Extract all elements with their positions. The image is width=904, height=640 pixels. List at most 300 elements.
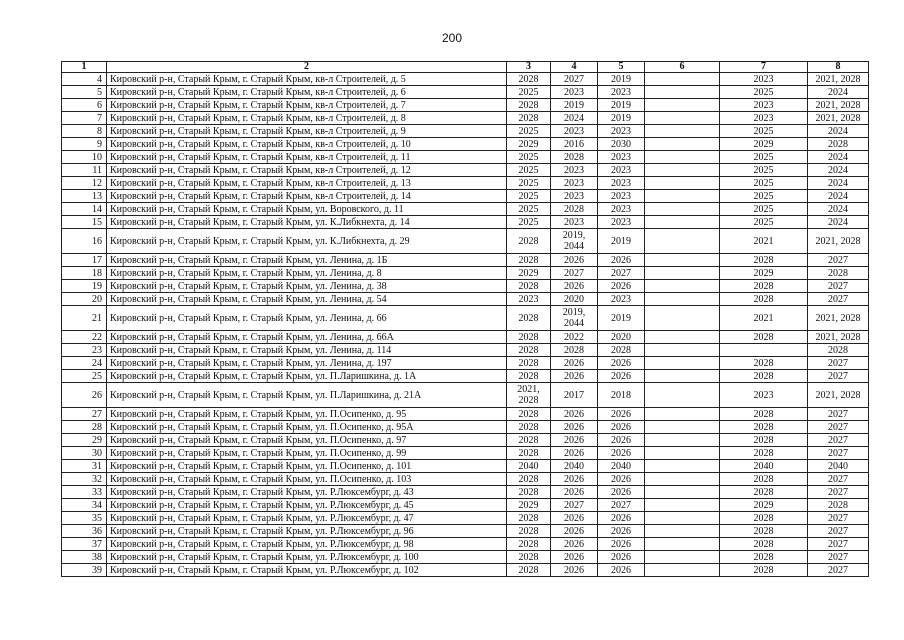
col5-cell: 2018 (598, 383, 645, 408)
col6-cell (645, 254, 720, 267)
col3-cell: 2028 (507, 421, 551, 434)
row-number-cell: 32 (62, 473, 107, 486)
col5-cell: 2030 (598, 138, 645, 151)
address-cell: Кировский р-н, Старый Крым, г. Старый Крым, ул. Р.Люксембург, д. 98 (107, 538, 507, 551)
col6-cell (645, 151, 720, 164)
address-cell: Кировский р-н, Старый Крым, г. Старый Крым, ул. Ленина, д. 197 (107, 357, 507, 370)
col3-cell: 2028 (507, 344, 551, 357)
address-cell: Кировский р-н, Старый Крым, г. Старый Крым, ул. Воровского, д. 11 (107, 203, 507, 216)
col8-cell: 2027 (808, 357, 869, 370)
col5-cell: 2026 (598, 473, 645, 486)
col8-cell: 2027 (808, 408, 869, 421)
col6-cell (645, 370, 720, 383)
col7-cell: 2028 (720, 254, 808, 267)
col5-cell: 2026 (598, 512, 645, 525)
col3-cell: 2021, 2028 (507, 383, 551, 408)
table-row (62, 151, 869, 164)
col3-cell: 2028 (507, 370, 551, 383)
col3-cell: 2040 (507, 460, 551, 473)
row-number-cell: 30 (62, 447, 107, 460)
col3-cell: 2028 (507, 473, 551, 486)
col7-cell: 2025 (720, 216, 808, 229)
col8-cell: 2024 (808, 177, 869, 190)
col3-cell: 2028 (507, 306, 551, 331)
col7-cell: 2025 (720, 151, 808, 164)
col5-cell: 2019 (598, 229, 645, 254)
col8-cell: 2028 (808, 344, 869, 357)
col7-cell: 2025 (720, 125, 808, 138)
col6-cell (645, 421, 720, 434)
col3-cell: 2025 (507, 177, 551, 190)
row-number-cell: 28 (62, 421, 107, 434)
col8-cell: 2027 (808, 434, 869, 447)
row-number-cell: 19 (62, 280, 107, 293)
address-cell: Кировский р-н, Старый Крым, г. Старый Крым, ул. Ленина, д. 114 (107, 344, 507, 357)
col7-cell: 2025 (720, 177, 808, 190)
table-row (62, 112, 869, 125)
col5-cell: 2026 (598, 551, 645, 564)
row-number-cell: 22 (62, 331, 107, 344)
col6-cell (645, 383, 720, 408)
col7-cell: 2028 (720, 447, 808, 460)
col5-cell: 2023 (598, 293, 645, 306)
col6-cell (645, 473, 720, 486)
table-row (62, 280, 869, 293)
col6-cell (645, 73, 720, 86)
address-cell: Кировский р-н, Старый Крым, г. Старый Крым, ул. Р.Люксембург, д. 100 (107, 551, 507, 564)
table-row (62, 344, 869, 357)
address-cell: Кировский р-н, Старый Крым, г. Старый Крым, ул. Ленина, д. 66А (107, 331, 507, 344)
col8-cell: 2024 (808, 164, 869, 177)
col4-cell: 2023 (551, 177, 598, 190)
table-row (62, 138, 869, 151)
col3-cell: 2025 (507, 216, 551, 229)
table-row (62, 383, 869, 408)
address-cell: Кировский р-н, Старый Крым, г. Старый Крым, кв-л Строителей, д. 5 (107, 73, 507, 86)
address-cell: Кировский р-н, Старый Крым, г. Старый Крым, ул. К.Либкнехта, д. 29 (107, 229, 507, 254)
col8-cell: 2024 (808, 190, 869, 203)
col8-cell: 2027 (808, 473, 869, 486)
address-cell: Кировский р-н, Старый Крым, г. Старый Крым, ул. Ленина, д. 54 (107, 293, 507, 306)
col6-cell (645, 486, 720, 499)
col7-cell: 2029 (720, 499, 808, 512)
table-row (62, 538, 869, 551)
address-cell: Кировский р-н, Старый Крым, г. Старый Крым, ул. П.Ларишкина, д. 1А (107, 370, 507, 383)
col4-cell: 2027 (551, 73, 598, 86)
col4-cell: 2026 (551, 512, 598, 525)
table-row (62, 73, 869, 86)
address-cell: Кировский р-н, Старый Крым, г. Старый Крым, ул. П.Осипенко, д. 99 (107, 447, 507, 460)
col8-cell: 2027 (808, 525, 869, 538)
col5-cell: 2026 (598, 538, 645, 551)
col3-cell: 2025 (507, 151, 551, 164)
row-number-cell: 21 (62, 306, 107, 331)
col3-cell: 2028 (507, 486, 551, 499)
col7-cell: 2028 (720, 370, 808, 383)
col4-cell: 2022 (551, 331, 598, 344)
col4-cell: 2023 (551, 86, 598, 99)
col4-cell: 2027 (551, 499, 598, 512)
table-header-row (62, 62, 869, 73)
col5-cell: 2026 (598, 434, 645, 447)
col6-cell (645, 551, 720, 564)
table-body (62, 73, 869, 577)
col8-cell: 2024 (808, 203, 869, 216)
table-row (62, 447, 869, 460)
col7-cell: 2029 (720, 267, 808, 280)
col3-cell: 2028 (507, 525, 551, 538)
address-cell: Кировский р-н, Старый Крым, г. Старый Крым, ул. П.Осипенко, д. 97 (107, 434, 507, 447)
table-row (62, 293, 869, 306)
table-row (62, 229, 869, 254)
table-row (62, 434, 869, 447)
col7-cell: 2025 (720, 203, 808, 216)
col4-cell: 2023 (551, 216, 598, 229)
col7-cell: 2028 (720, 357, 808, 370)
address-cell: Кировский р-н, Старый Крым, г. Старый Крым, ул. Р.Люксембург, д. 47 (107, 512, 507, 525)
col3-cell: 2025 (507, 86, 551, 99)
address-cell: Кировский р-н, Старый Крым, г. Старый Крым, кв-л Строителей, д. 12 (107, 164, 507, 177)
col3-cell: 2028 (507, 551, 551, 564)
col8-cell: 2024 (808, 216, 869, 229)
col5-cell: 2023 (598, 151, 645, 164)
page-number: 200 (441, 31, 463, 45)
table-row (62, 177, 869, 190)
table-row (62, 86, 869, 99)
col7-cell: 2023 (720, 99, 808, 112)
table-row (62, 499, 869, 512)
col3-cell: 2028 (507, 229, 551, 254)
column-header: 3 (507, 62, 551, 73)
row-number-cell: 5 (62, 86, 107, 99)
address-cell: Кировский р-н, Старый Крым, г. Старый Крым, ул. П.Осипенко, д. 103 (107, 473, 507, 486)
col3-cell: 2028 (507, 254, 551, 267)
col5-cell: 2019 (598, 112, 645, 125)
col6-cell (645, 344, 720, 357)
col4-cell: 2040 (551, 460, 598, 473)
col6-cell (645, 86, 720, 99)
row-number-cell: 36 (62, 525, 107, 538)
col4-cell: 2019 (551, 99, 598, 112)
col3-cell: 2028 (507, 538, 551, 551)
address-cell: Кировский р-н, Старый Крым, г. Старый Крым, ул. П.Осипенко, д. 101 (107, 460, 507, 473)
col8-cell: 2028 (808, 267, 869, 280)
row-number-cell: 38 (62, 551, 107, 564)
column-header: 1 (62, 62, 107, 73)
col7-cell: 2023 (720, 73, 808, 86)
col8-cell: 2021, 2028 (808, 306, 869, 331)
col3-cell: 2025 (507, 164, 551, 177)
col5-cell: 2019 (598, 73, 645, 86)
address-cell: Кировский р-н, Старый Крым, г. Старый Крым, ул. Ленина, д. 8 (107, 267, 507, 280)
row-number-cell: 8 (62, 125, 107, 138)
col7-cell: 2028 (720, 421, 808, 434)
col5-cell: 2020 (598, 331, 645, 344)
row-number-cell: 33 (62, 486, 107, 499)
row-number-cell: 18 (62, 267, 107, 280)
col7-cell: 2028 (720, 473, 808, 486)
row-number-cell: 4 (62, 73, 107, 86)
col5-cell: 2027 (598, 267, 645, 280)
col6-cell (645, 190, 720, 203)
address-cell: Кировский р-н, Старый Крым, г. Старый Крым, ул. Ленина, д. 66 (107, 306, 507, 331)
col8-cell: 2024 (808, 151, 869, 164)
col4-cell: 2026 (551, 447, 598, 460)
address-cell: Кировский р-н, Старый Крым, г. Старый Крым, кв-л Строителей, д. 13 (107, 177, 507, 190)
col8-cell: 2027 (808, 551, 869, 564)
row-number-cell: 14 (62, 203, 107, 216)
col5-cell: 2023 (598, 125, 645, 138)
col4-cell: 2026 (551, 473, 598, 486)
col3-cell: 2029 (507, 138, 551, 151)
table-row (62, 99, 869, 112)
col8-cell: 2027 (808, 512, 869, 525)
col7-cell: 2028 (720, 434, 808, 447)
row-number-cell: 37 (62, 538, 107, 551)
col8-cell: 2028 (808, 499, 869, 512)
col4-cell: 2026 (551, 421, 598, 434)
col8-cell: 2028 (808, 138, 869, 151)
col6-cell (645, 408, 720, 421)
col5-cell: 2023 (598, 203, 645, 216)
col4-cell: 2019, 2044 (551, 229, 598, 254)
address-cell: Кировский р-н, Старый Крым, г. Старый Крым, кв-л Строителей, д. 9 (107, 125, 507, 138)
col3-cell: 2025 (507, 190, 551, 203)
col5-cell: 2023 (598, 164, 645, 177)
row-number-cell: 6 (62, 99, 107, 112)
col3-cell: 2029 (507, 267, 551, 280)
col6-cell (645, 499, 720, 512)
col6-cell (645, 164, 720, 177)
col7-cell (720, 344, 808, 357)
row-number-cell: 10 (62, 151, 107, 164)
col7-cell: 2021 (720, 306, 808, 331)
col5-cell: 2027 (598, 499, 645, 512)
address-cell: Кировский р-н, Старый Крым, г. Старый Крым, ул. П.Осипенко, д. 95А (107, 421, 507, 434)
col5-cell: 2019 (598, 306, 645, 331)
col5-cell: 2026 (598, 408, 645, 421)
col8-cell: 2027 (808, 421, 869, 434)
row-number-cell: 11 (62, 164, 107, 177)
col4-cell: 2026 (551, 564, 598, 577)
column-header: 5 (598, 62, 645, 73)
col7-cell: 2028 (720, 331, 808, 344)
table-row (62, 267, 869, 280)
table-row (62, 421, 869, 434)
col6-cell (645, 512, 720, 525)
table-row (62, 254, 869, 267)
col4-cell: 2016 (551, 138, 598, 151)
table-row (62, 125, 869, 138)
table-row (62, 473, 869, 486)
address-cell: Кировский р-н, Старый Крым, г. Старый Крым, ул. Р.Люксембург, д. 43 (107, 486, 507, 499)
col6-cell (645, 138, 720, 151)
col3-cell: 2028 (507, 280, 551, 293)
col8-cell: 2027 (808, 254, 869, 267)
col6-cell (645, 293, 720, 306)
col3-cell: 2028 (507, 73, 551, 86)
table-row (62, 564, 869, 577)
address-cell: Кировский р-н, Старый Крым, г. Старый Крым, ул. Р.Люксембург, д. 96 (107, 525, 507, 538)
col8-cell: 2040 (808, 460, 869, 473)
col6-cell (645, 229, 720, 254)
col3-cell: 2025 (507, 125, 551, 138)
col5-cell: 2026 (598, 564, 645, 577)
col6-cell (645, 125, 720, 138)
col8-cell: 2027 (808, 564, 869, 577)
col3-cell: 2028 (507, 447, 551, 460)
col7-cell: 2040 (720, 460, 808, 473)
address-cell: Кировский р-н, Старый Крым, г. Старый Крым, кв-л Строителей, д. 14 (107, 190, 507, 203)
address-cell: Кировский р-н, Старый Крым, г. Старый Крым, кв-л Строителей, д. 10 (107, 138, 507, 151)
address-cell: Кировский р-н, Старый Крым, г. Старый Крым, ул. К.Либкнехта, д. 14 (107, 216, 507, 229)
col4-cell: 2020 (551, 293, 598, 306)
row-number-cell: 23 (62, 344, 107, 357)
col6-cell (645, 112, 720, 125)
col4-cell: 2026 (551, 538, 598, 551)
address-cell: Кировский р-н, Старый Крым, г. Старый Крым, ул. Р.Люксембург, д. 45 (107, 499, 507, 512)
col7-cell: 2028 (720, 408, 808, 421)
table-row (62, 512, 869, 525)
col6-cell (645, 538, 720, 551)
row-number-cell: 26 (62, 383, 107, 408)
col8-cell: 2024 (808, 125, 869, 138)
col7-cell: 2028 (720, 551, 808, 564)
row-number-cell: 15 (62, 216, 107, 229)
col4-cell: 2026 (551, 434, 598, 447)
col4-cell: 2026 (551, 408, 598, 421)
col4-cell: 2026 (551, 525, 598, 538)
row-number-cell: 13 (62, 190, 107, 203)
row-number-cell: 39 (62, 564, 107, 577)
col4-cell: 2026 (551, 551, 598, 564)
col4-cell: 2024 (551, 112, 598, 125)
col7-cell: 2021 (720, 229, 808, 254)
col4-cell: 2026 (551, 486, 598, 499)
table-row (62, 408, 869, 421)
col5-cell: 2026 (598, 421, 645, 434)
col4-cell: 2026 (551, 280, 598, 293)
col8-cell: 2021, 2028 (808, 73, 869, 86)
col5-cell: 2026 (598, 370, 645, 383)
table-row (62, 190, 869, 203)
column-header: 8 (808, 62, 869, 73)
col4-cell: 2017 (551, 383, 598, 408)
col3-cell: 2023 (507, 293, 551, 306)
col6-cell (645, 447, 720, 460)
col8-cell: 2021, 2028 (808, 383, 869, 408)
table-row (62, 551, 869, 564)
row-number-cell: 9 (62, 138, 107, 151)
col7-cell: 2023 (720, 112, 808, 125)
col6-cell (645, 306, 720, 331)
table-row (62, 203, 869, 216)
address-cell: Кировский р-н, Старый Крым, г. Старый Крым, ул. Р.Люксембург, д. 102 (107, 564, 507, 577)
address-cell: Кировский р-н, Старый Крым, г. Старый Крым, кв-л Строителей, д. 6 (107, 86, 507, 99)
col6-cell (645, 267, 720, 280)
col4-cell: 2023 (551, 190, 598, 203)
col8-cell: 2021, 2028 (808, 99, 869, 112)
schedule-table (61, 61, 869, 577)
col3-cell: 2028 (507, 112, 551, 125)
col3-cell: 2028 (507, 357, 551, 370)
col5-cell: 2019 (598, 99, 645, 112)
col8-cell: 2027 (808, 538, 869, 551)
col6-cell (645, 99, 720, 112)
table-row (62, 357, 869, 370)
col7-cell: 2025 (720, 86, 808, 99)
col7-cell: 2028 (720, 512, 808, 525)
col3-cell: 2025 (507, 203, 551, 216)
address-cell: Кировский р-н, Старый Крым, г. Старый Крым, ул. Ленина, д. 38 (107, 280, 507, 293)
col3-cell: 2028 (507, 564, 551, 577)
row-number-cell: 20 (62, 293, 107, 306)
col8-cell: 2024 (808, 86, 869, 99)
col8-cell: 2021, 2028 (808, 112, 869, 125)
col7-cell: 2028 (720, 293, 808, 306)
col8-cell: 2027 (808, 370, 869, 383)
col6-cell (645, 331, 720, 344)
col6-cell (645, 216, 720, 229)
address-cell: Кировский р-н, Старый Крым, г. Старый Крым, ул. Ленина, д. 1Б (107, 254, 507, 267)
col4-cell: 2028 (551, 151, 598, 164)
col8-cell: 2021, 2028 (808, 331, 869, 344)
column-header: 2 (107, 62, 507, 73)
address-cell: Кировский р-н, Старый Крым, г. Старый Крым, ул. П.Осипенко, д. 95 (107, 408, 507, 421)
col4-cell: 2019, 2044 (551, 306, 598, 331)
col5-cell: 2026 (598, 486, 645, 499)
table-row (62, 164, 869, 177)
col6-cell (645, 357, 720, 370)
col3-cell: 2028 (507, 331, 551, 344)
col4-cell: 2026 (551, 357, 598, 370)
row-number-cell: 29 (62, 434, 107, 447)
address-cell: Кировский р-н, Старый Крым, г. Старый Крым, кв-л Строителей, д. 8 (107, 112, 507, 125)
col6-cell (645, 177, 720, 190)
col6-cell (645, 203, 720, 216)
col3-cell: 2028 (507, 434, 551, 447)
row-number-cell: 34 (62, 499, 107, 512)
col5-cell: 2026 (598, 525, 645, 538)
col8-cell: 2021, 2028 (808, 229, 869, 254)
col4-cell: 2028 (551, 203, 598, 216)
col7-cell: 2025 (720, 164, 808, 177)
col7-cell: 2028 (720, 564, 808, 577)
row-number-cell: 17 (62, 254, 107, 267)
table-row (62, 216, 869, 229)
col7-cell: 2023 (720, 383, 808, 408)
table-row (62, 486, 869, 499)
col3-cell: 2028 (507, 99, 551, 112)
row-number-cell: 24 (62, 357, 107, 370)
row-number-cell: 12 (62, 177, 107, 190)
col6-cell (645, 525, 720, 538)
col7-cell: 2025 (720, 190, 808, 203)
col4-cell: 2023 (551, 125, 598, 138)
row-number-cell: 7 (62, 112, 107, 125)
col5-cell: 2026 (598, 357, 645, 370)
address-cell: Кировский р-н, Старый Крым, г. Старый Крым, кв-л Строителей, д. 11 (107, 151, 507, 164)
row-number-cell: 27 (62, 408, 107, 421)
col6-cell (645, 460, 720, 473)
col6-cell (645, 564, 720, 577)
col5-cell: 2023 (598, 177, 645, 190)
col7-cell: 2028 (720, 525, 808, 538)
col8-cell: 2027 (808, 280, 869, 293)
row-number-cell: 16 (62, 229, 107, 254)
table-row (62, 460, 869, 473)
column-header: 4 (551, 62, 598, 73)
